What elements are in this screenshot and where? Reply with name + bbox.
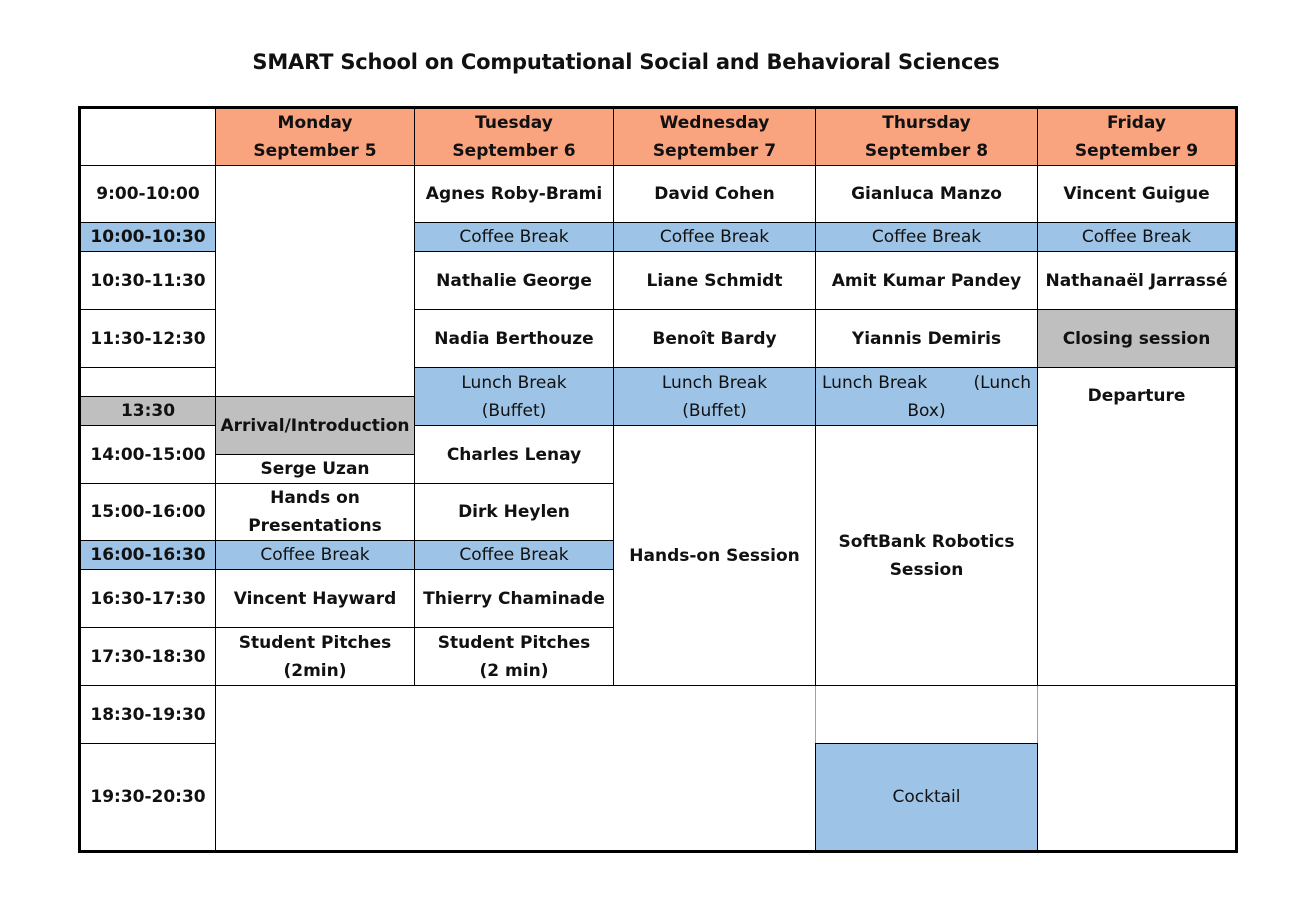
friday-coffee-break: Coffee Break [1037, 222, 1235, 251]
header-friday [1037, 109, 1235, 165]
monday-coffee-break: Coffee Break [215, 540, 414, 569]
monday-hands-on [215, 483, 414, 540]
monday-arrival: Arrival/Introduction [215, 396, 414, 454]
header-monday [215, 109, 414, 165]
page-title: SMART School on Computational Social and Behavioral Sciences [252, 50, 1000, 74]
monday-serge-uzan: Serge Uzan [215, 454, 414, 483]
thursday-lunch-break [815, 367, 1037, 425]
lunch-line1: Lunch Break [461, 372, 567, 393]
evening-col-line [1037, 743, 1038, 850]
lunch-line2: (Buffet) [682, 400, 747, 421]
evening-gray-line-left [815, 686, 816, 743]
time-slot: 10:00-10:30 [81, 222, 215, 251]
day-date: September 9 [1074, 141, 1199, 161]
wednesday-lunch-break [613, 367, 815, 425]
tuesday-lunch-break [414, 367, 613, 425]
friday-nathanael-jarrasse: Nathanaël Jarrassé [1037, 251, 1235, 309]
day-date: September 5 [253, 141, 377, 161]
time-slot: 18:30-19:30 [81, 685, 215, 743]
lunch-line1 [822, 369, 1031, 397]
day-name: Tuesday [475, 113, 553, 133]
evening-divider [215, 685, 1235, 686]
time-slot: 19:30-20:30 [81, 743, 215, 850]
monday-morning-empty [215, 165, 414, 396]
time-slot: 16:30-17:30 [81, 569, 215, 627]
time-slot: 13:30 [81, 396, 215, 425]
time-slot: 17:30-18:30 [81, 627, 215, 685]
time-slot: 9:00-10:00 [81, 165, 215, 222]
tuesday-student-pitches [414, 627, 613, 685]
lunch-box-open: (Lunch [973, 372, 1031, 393]
wednesday-benoit-bardy: Benoît Bardy [613, 309, 815, 367]
thursday-gianluca-manzo: Gianluca Manzo [815, 165, 1037, 222]
tuesday-dirk-heylen: Dirk Heylen [414, 483, 613, 540]
lunch-label: Lunch Break [822, 372, 928, 393]
schedule-table [78, 106, 1238, 853]
time-slot: 14:00-15:00 [81, 425, 215, 483]
day-name: Monday [277, 113, 353, 133]
day-name: Friday [1107, 113, 1166, 133]
softbank-line1: SoftBank Robotics [838, 531, 1015, 552]
wednesday-liane-schmidt: Liane Schmidt [613, 251, 815, 309]
header-tuesday [414, 109, 613, 165]
tuesday-charles-lenay: Charles Lenay [414, 425, 613, 483]
time-slot: 10:30-11:30 [81, 251, 215, 309]
pitches-line2: (2min) [283, 660, 347, 681]
day-date: September 6 [452, 141, 576, 161]
pitches-line1: Student Pitches [437, 632, 591, 653]
tuesday-nadia-berthouze: Nadia Berthouze [414, 309, 613, 367]
pitches-line1: Student Pitches [238, 632, 392, 653]
monday-student-pitches [215, 627, 414, 685]
monday-vincent-hayward: Vincent Hayward [215, 569, 414, 627]
time-slot-empty [81, 367, 215, 396]
time-slot: 16:00-16:30 [81, 540, 215, 569]
thursday-coffee-break: Coffee Break [815, 222, 1037, 251]
thursday-amit-kumar-pandey: Amit Kumar Pandey [815, 251, 1037, 309]
pitches-line2: (2 min) [479, 660, 549, 681]
tuesday-coffee-break: Coffee Break [414, 222, 613, 251]
monday-hands-on-line2: Presentations [248, 516, 382, 536]
time-slot: 11:30-12:30 [81, 309, 215, 367]
lunch-line2: (Buffet) [481, 400, 547, 421]
evening-gray-line-right [1037, 686, 1038, 743]
tuesday-agnes-roby-brami: Agnes Roby-Brami [414, 165, 613, 222]
day-name: Thursday [882, 113, 971, 133]
header-corner [81, 109, 215, 165]
friday-closing-session: Closing session [1037, 309, 1235, 367]
header-wednesday [613, 109, 815, 165]
thursday-softbank-session [815, 425, 1037, 685]
tuesday-coffee-break-2: Coffee Break [414, 540, 613, 569]
wednesday-coffee-break: Coffee Break [613, 222, 815, 251]
day-date: September 7 [652, 141, 777, 161]
softbank-line2: Session [889, 559, 964, 580]
thursday-cocktail: Cocktail [815, 743, 1037, 850]
lunch-box-close: Box) [907, 400, 946, 421]
lunch-line1: Lunch Break [661, 372, 768, 393]
header-thursday [815, 109, 1037, 165]
wednesday-david-cohen: David Cohen [613, 165, 815, 222]
tuesday-nathalie-george: Nathalie George [414, 251, 613, 309]
tuesday-thierry-chaminade: Thierry Chaminade [414, 569, 613, 627]
friday-vincent-guigue: Vincent Guigue [1037, 165, 1235, 222]
time-slot: 15:00-16:00 [81, 483, 215, 540]
wednesday-hands-on-session: Hands-on Session [613, 425, 815, 685]
day-date: September 8 [864, 141, 989, 161]
time-col-line [215, 685, 216, 850]
thursday-yiannis-demiris: Yiannis Demiris [815, 309, 1037, 367]
day-name: Wednesday [659, 113, 770, 133]
monday-hands-on-line1: Hands on [270, 488, 360, 508]
friday-departure: Departure [1037, 367, 1235, 685]
